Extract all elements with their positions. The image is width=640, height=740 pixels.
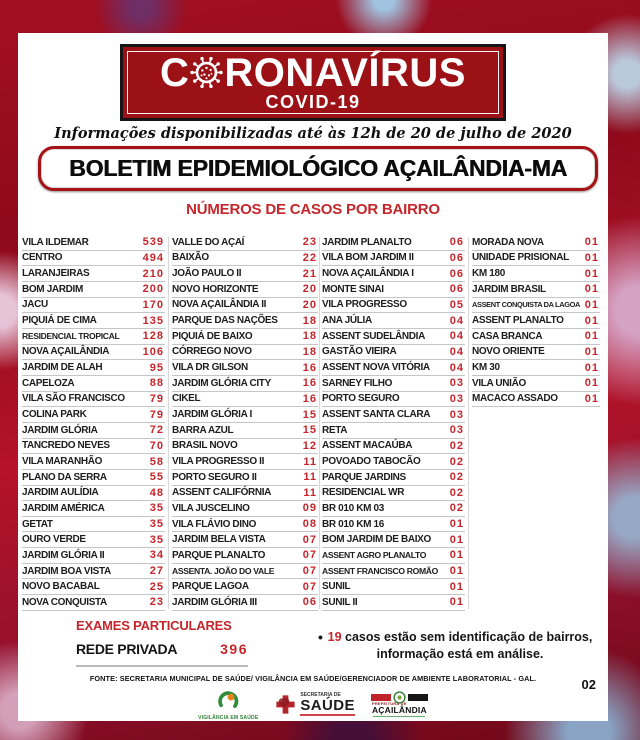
table-row (322, 439, 465, 455)
bairro-name: VILA SÃO FRANCISCO (22, 393, 125, 405)
bairro-name: PIQUIÁ DE CIMA (22, 315, 97, 327)
case-count: 01 (584, 330, 599, 343)
bairro-name: JARDIM GLÓRIA III (172, 596, 257, 608)
case-count: 04 (449, 314, 464, 327)
bairro-name: PARQUE JARDINS (322, 471, 406, 483)
table-row (472, 251, 600, 267)
case-count: 18 (302, 345, 317, 358)
case-count: 18 (302, 314, 317, 327)
bairro-name: VILA MARANHÃO (22, 456, 103, 468)
table-row (22, 235, 165, 251)
bairro-name: JARDIM GLÓRIA I (172, 409, 252, 421)
footer-logos (18, 687, 608, 721)
bairro-name: BOM JARDIM (22, 283, 83, 295)
table-row (22, 313, 165, 329)
table-row (172, 439, 318, 455)
table-row (322, 501, 465, 517)
table-row (22, 298, 165, 314)
pending-cases-count: 19 (327, 630, 342, 644)
bairro-name: CENTRO (22, 252, 63, 264)
bairro-name: SUNIL (322, 581, 351, 593)
table-row (322, 595, 465, 611)
bairro-name: ASSENTA. JOÃO DO VALE (172, 566, 275, 577)
table-row (322, 235, 465, 251)
bairro-name: RESIDENCIAL TROPICAL (22, 331, 120, 342)
table-row (472, 266, 600, 282)
case-count: 58 (149, 455, 164, 468)
case-count: 04 (449, 345, 464, 358)
prefeitura-acailandia-logo (371, 691, 428, 718)
bairro-name: PLANO DA SERRA (22, 471, 107, 483)
case-count: 06 (449, 283, 464, 296)
bairro-name: BAIXÃO (172, 252, 209, 264)
case-count: 22 (302, 251, 317, 264)
table-row (172, 564, 318, 580)
secretaria-saude-logo (274, 693, 355, 716)
table-row (322, 532, 465, 548)
table-row (22, 579, 165, 595)
bairro-name: JARDIM PLANALTO (322, 236, 412, 248)
private-exams-row (76, 641, 248, 667)
table-row (322, 298, 465, 314)
table-row (472, 376, 600, 392)
table-row (322, 517, 465, 533)
bairro-name: KM 30 (472, 362, 500, 374)
bairro-name: VILA FLÁVIO DINO (172, 518, 257, 530)
case-count: 15 (302, 424, 317, 437)
bairro-name: JOÃO PAULO II (172, 268, 242, 280)
table-row (172, 579, 318, 595)
table-row (172, 235, 318, 251)
table-row (172, 345, 318, 361)
case-count: 01 (449, 565, 464, 578)
acailandia-tagline-bar (373, 716, 425, 718)
banner-frame (127, 51, 499, 114)
table-row (322, 360, 465, 376)
table-row (22, 329, 165, 345)
case-count: 08 (302, 518, 317, 531)
private-exams-block (76, 618, 248, 667)
bulletin-panel (18, 33, 608, 721)
secretaria-de-label: SECRETARIA DE (300, 691, 341, 698)
case-count: 06 (302, 596, 317, 609)
bairro-name: ASSENT SANTA CLARA (322, 409, 431, 421)
case-count: 01 (449, 549, 464, 562)
bairro-name: NOVO BACABAL (22, 581, 100, 593)
table-row (322, 486, 465, 502)
case-count: 11 (303, 471, 317, 484)
bairro-name: VALLE DO AÇAÍ (172, 236, 245, 248)
bairro-name: ASSENT PLANALTO (472, 315, 564, 327)
table-row (22, 407, 165, 423)
bairro-name: MONTE SINAI (322, 283, 384, 295)
case-count: 15 (302, 408, 317, 421)
table-row (472, 235, 600, 251)
case-count: 539 (142, 236, 164, 249)
case-count: 200 (142, 283, 164, 296)
table-row (22, 454, 165, 470)
table-row (172, 376, 318, 392)
saude-tagline-bar (300, 714, 355, 716)
bairro-name: BR 010 KM 16 (322, 518, 384, 530)
private-exams-count: 396 (220, 641, 248, 657)
bairro-name: ASSENT SUDELÂNDIA (322, 330, 425, 342)
column-divider (468, 237, 469, 609)
coronavirus-banner (120, 44, 506, 121)
case-count: 35 (149, 533, 164, 546)
table-row (172, 313, 318, 329)
case-count: 02 (449, 486, 464, 499)
case-count: 79 (149, 392, 164, 405)
health-cross-icon (274, 693, 297, 716)
case-count: 20 (302, 298, 317, 311)
table-row (172, 360, 318, 376)
table-row (322, 454, 465, 470)
info-date-line: Informações disponibilizadas até às 12h de 20 de julho de 2020 (54, 125, 572, 142)
case-count: 16 (302, 361, 317, 374)
bairro-name: JACU (22, 299, 48, 311)
bairro-column-4 (472, 235, 600, 407)
bairro-column-3 (322, 235, 465, 611)
case-count: 01 (584, 283, 599, 296)
prefeitura-de-label: PREFEITURA DE (371, 700, 407, 706)
bairro-name: ASSENT MACAÚBA (322, 440, 413, 452)
bairro-name: JARDIM BELA VISTA (172, 534, 266, 546)
bairro-name: PARQUE PLANALTO (172, 549, 266, 561)
case-count: 01 (449, 580, 464, 593)
table-row (22, 392, 165, 408)
bairro-name: BARRA AZUL (172, 424, 234, 436)
table-row (322, 251, 465, 267)
case-count: 95 (149, 361, 164, 374)
bairro-name: ASSENT FRANCISCO ROMÃO (322, 566, 438, 577)
bairro-name: ASSENT CALIFÓRNIA (172, 487, 272, 499)
case-count: 135 (142, 314, 164, 327)
table-row (172, 298, 318, 314)
bairro-name: CASA BRANCA (472, 330, 543, 342)
table-row (322, 392, 465, 408)
case-count: 09 (302, 502, 317, 515)
bairro-name: NOVA AÇAILÂNDIA I (322, 268, 414, 280)
case-count: 35 (149, 518, 164, 531)
table-row (22, 439, 165, 455)
bairro-name: RESIDENCIAL WR (322, 487, 405, 499)
bairro-name: SUNIL II (322, 596, 358, 608)
case-count: 01 (584, 251, 599, 264)
case-count: 88 (149, 377, 164, 390)
bairro-name: JARDIM BRASIL (472, 283, 546, 295)
bairro-name: BRASIL NOVO (172, 440, 238, 452)
table-row (322, 329, 465, 345)
bairro-name: GETAT (22, 518, 53, 530)
bairro-name: SARNEY FILHO (322, 377, 393, 389)
case-count: 11 (303, 455, 317, 468)
table-row (322, 313, 465, 329)
case-count: 07 (302, 565, 317, 578)
case-count: 02 (449, 455, 464, 468)
bairro-name: VILA PROGRESSO (322, 299, 407, 311)
table-row (22, 345, 165, 361)
case-count: 03 (449, 392, 464, 405)
bairro-name: CÓRREGO NOVO (172, 346, 252, 358)
bairro-name: ASSENT NOVA VITÓRIA (322, 362, 430, 374)
table-row (172, 329, 318, 345)
bairro-name: GASTÃO VIEIRA (322, 346, 397, 358)
bairro-column-1 (22, 235, 165, 611)
table-row (22, 595, 165, 611)
case-count: 79 (149, 408, 164, 421)
section-title: NÚMEROS DE CASOS POR BAIRRO (186, 201, 440, 218)
bairro-name: JARDIM GLÓRIA II (22, 549, 105, 561)
bairro-name: POVOADO TABOCÃO (322, 456, 421, 468)
bairro-name: ASSENT AGRO PLANALTO (322, 550, 427, 561)
page-number: 02 (581, 677, 596, 692)
bairro-name: VILA JUSCELINO (172, 502, 250, 514)
case-count: 07 (302, 533, 317, 546)
case-count: 03 (449, 408, 464, 421)
case-count: 05 (449, 298, 464, 311)
column-divider (168, 237, 169, 609)
table-row (22, 517, 165, 533)
case-count: 21 (302, 267, 317, 280)
table-row (322, 579, 465, 595)
vigilancia-caption: VIGILÂNCIA EM SAÚDE (198, 714, 259, 721)
bairro-name: JARDIM DE ALAH (22, 362, 103, 374)
table-row (172, 251, 318, 267)
bairro-name: JARDIM GLÓRIA (22, 424, 98, 436)
pending-cases-text: casos estão sem identificação de bairros, informação está em análise. (345, 630, 593, 661)
table-row (172, 454, 318, 470)
case-count: 04 (449, 361, 464, 374)
case-count: 03 (449, 424, 464, 437)
acailandia-label: PREFEITURA DE AÇAILÂNDIA (371, 700, 427, 715)
case-count: 06 (449, 236, 464, 249)
case-count: 27 (149, 565, 164, 578)
case-count: 48 (149, 486, 164, 499)
bairro-name: MORADA NOVA (472, 236, 544, 248)
table-row (22, 423, 165, 439)
table-row (172, 266, 318, 282)
case-count: 01 (584, 361, 599, 374)
case-count: 02 (449, 471, 464, 484)
case-count: 01 (449, 596, 464, 609)
private-exams-title: EXAMES PARTICULARES (76, 618, 232, 633)
black-bar (408, 694, 428, 701)
bairro-name: VILA PROGRESSO II (172, 456, 265, 468)
bullet-icon: • (318, 629, 323, 645)
table-row (172, 532, 318, 548)
banner-title-suffix: RONAVÍRUS (224, 50, 466, 95)
bairro-name: NOVA AÇAILÂNDIA (22, 346, 110, 358)
case-count: 12 (302, 439, 317, 452)
table-row (22, 251, 165, 267)
table-row (472, 329, 600, 345)
table-row (322, 423, 465, 439)
case-count: 55 (149, 471, 164, 484)
table-row (172, 501, 318, 517)
case-count: 494 (142, 251, 164, 264)
secretaria-saude-text (300, 693, 355, 716)
bairro-name: PARQUE DAS NAÇÕES (172, 315, 278, 327)
case-count: 70 (149, 439, 164, 452)
bairro-name: CIKEL (172, 393, 201, 405)
banner-subtitle: COVID-19 (265, 91, 361, 112)
bairro-name: BR 010 KM 03 (322, 502, 384, 514)
case-count: 16 (302, 392, 317, 405)
table-row (472, 360, 600, 376)
case-count: 07 (302, 580, 317, 593)
case-count: 01 (584, 377, 599, 390)
banner-title (160, 50, 466, 95)
bairro-name: VILA DR GILSON (172, 362, 248, 374)
case-count: 11 (303, 486, 317, 499)
case-count: 01 (584, 298, 599, 311)
column-divider (319, 237, 320, 609)
bairro-name: JARDIM AULÍDIA (22, 487, 99, 499)
bairro-name: LARANJEIRAS (22, 268, 90, 280)
bairro-name: CAPELOZA (22, 377, 75, 389)
case-count: 01 (584, 236, 599, 249)
bairro-name: JARDIM GLÓRIA CITY (172, 377, 271, 389)
table-row (172, 423, 318, 439)
table-row (322, 548, 465, 564)
table-row (322, 376, 465, 392)
banner-title-prefix: C (160, 50, 190, 95)
case-count: 01 (584, 345, 599, 358)
table-row (22, 376, 165, 392)
case-count: 01 (449, 518, 464, 531)
case-count: 01 (584, 267, 599, 280)
case-count: 20 (302, 283, 317, 296)
bairro-name: NOVO HORIZONTE (172, 283, 259, 295)
case-count: 23 (149, 596, 164, 609)
case-count: 23 (302, 236, 317, 249)
case-count: 01 (449, 533, 464, 546)
table-row (472, 313, 600, 329)
table-row (22, 486, 165, 502)
table-row (172, 407, 318, 423)
table-row (22, 564, 165, 580)
table-row (22, 501, 165, 517)
bairro-name: MACACO ASSADO (472, 393, 558, 405)
bairro-name: PIQUIÁ DE BAIXO (172, 330, 253, 342)
bairro-name: BOM JARDIM DE BAIXO (322, 534, 431, 546)
table-row (472, 345, 600, 361)
case-count: 01 (584, 392, 599, 405)
vigilancia-swirl-icon (215, 688, 241, 714)
table-row (172, 282, 318, 298)
table-row (22, 548, 165, 564)
case-count: 170 (142, 298, 164, 311)
bulletin-title: BOLETIM EPIDEMIOLÓGICO AÇAILÂNDIA-MA (69, 155, 567, 181)
table-row (172, 595, 318, 611)
table-row (322, 407, 465, 423)
bairro-name: PORTO SEGURO (322, 393, 400, 405)
vigilancia-em-saude-logo (198, 688, 258, 721)
case-count: 03 (449, 377, 464, 390)
table-row (22, 470, 165, 486)
table-row (322, 282, 465, 298)
case-count: 01 (584, 314, 599, 327)
table-row (22, 266, 165, 282)
bairro-name: KM 180 (472, 268, 505, 280)
table-row (172, 548, 318, 564)
case-count: 18 (302, 330, 317, 343)
bairro-name: ANA JÚLIA (322, 315, 372, 327)
case-count: 210 (142, 267, 164, 280)
bairro-name: VILA ILDEMAR (22, 236, 89, 248)
table-row (322, 266, 465, 282)
case-count: 06 (449, 251, 464, 264)
private-exams-label: REDE PRIVADA (76, 641, 178, 657)
pending-cases-note (314, 629, 606, 663)
case-count: 106 (142, 345, 164, 358)
table-row (472, 282, 600, 298)
bairro-name: VILA UNIÃO (472, 377, 526, 389)
case-count: 25 (149, 580, 164, 593)
case-count: 07 (302, 549, 317, 562)
bairro-name: JARDIM AMÉRICA (22, 502, 105, 514)
cases-by-neighborhood-table (22, 235, 600, 611)
bulletin-title-box (38, 146, 598, 191)
bairro-name: NOVA CONQUISTA (22, 596, 107, 608)
bairro-name: NOVO ORIENTE (472, 346, 545, 358)
case-count: 16 (302, 377, 317, 390)
case-count: 128 (142, 330, 164, 343)
bairro-name: JARDIM BOA VISTA (22, 565, 111, 577)
case-count: 06 (449, 267, 464, 280)
saude-label: SAÚDE (300, 696, 355, 714)
table-row (322, 470, 465, 486)
bairro-name: ASSENT CONQUISTA DA LAGOA (472, 300, 580, 310)
bairro-name: COLINA PARK (22, 409, 87, 421)
table-row (172, 392, 318, 408)
table-row (322, 564, 465, 580)
table-row (472, 392, 600, 408)
table-row (322, 345, 465, 361)
case-count: 72 (149, 424, 164, 437)
case-count: 02 (449, 502, 464, 515)
table-row (172, 486, 318, 502)
table-row (22, 532, 165, 548)
source-line: FONTE: SECRETARIA MUNICIPAL DE SAÚDE/ VIGILÂNCIA EM SAÚDE/GERENCIADOR DE AMBIENTE LABORATORIAL - GAL. (89, 674, 537, 683)
table-row (22, 360, 165, 376)
bairro-name: RETA (322, 424, 348, 436)
bairro-name: TANCREDO NEVES (22, 440, 110, 452)
case-count: 04 (449, 330, 464, 343)
bairro-name: UNIDADE PRISIONAL (472, 252, 569, 264)
bairro-column-2 (172, 235, 318, 611)
virus-icon (190, 56, 223, 89)
bairro-name: NOVA AÇAILÂNDIA II (172, 299, 267, 311)
table-row (172, 517, 318, 533)
bairro-name: PARQUE LAGOA (172, 581, 249, 593)
table-row (472, 298, 600, 314)
table-row (22, 282, 165, 298)
case-count: 34 (149, 549, 164, 562)
red-bar (371, 694, 391, 701)
case-count: 02 (449, 439, 464, 452)
bairro-name: OURO VERDE (22, 534, 86, 546)
case-count: 35 (149, 502, 164, 515)
table-row (172, 470, 318, 486)
bairro-name: PORTO SEGURO II (172, 471, 257, 483)
bairro-name: VILA BOM JARDIM II (322, 252, 414, 264)
